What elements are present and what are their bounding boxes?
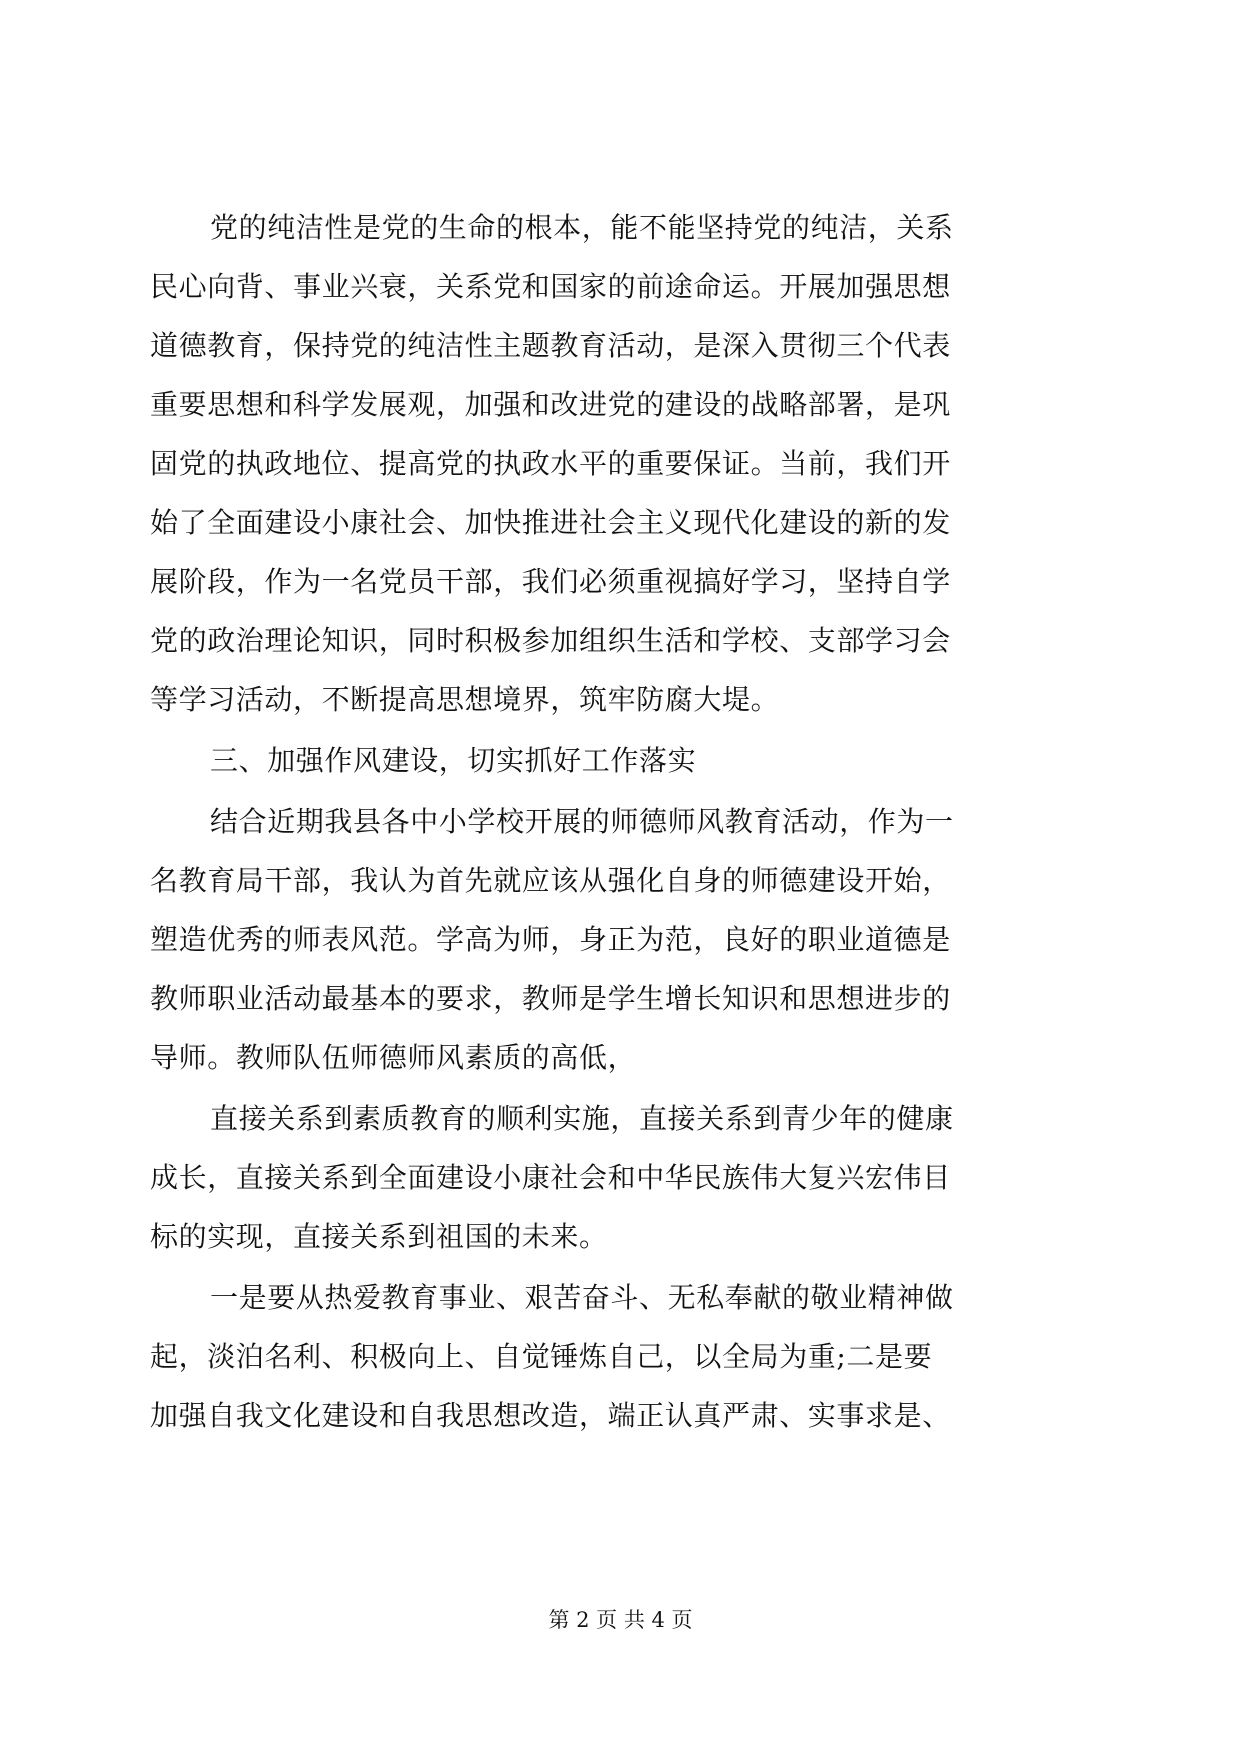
- text-line: [0, 257, 1241, 317]
- text-line-content: 党的纯洁性是党的生命的根本，能不能坚持党的纯洁，关系: [210, 211, 954, 244]
- text-line-content: 教师职业活动最基本的要求，教师是学生增长知识和思想进步的: [150, 982, 951, 1015]
- text-line: [0, 434, 1241, 494]
- text-line: [0, 910, 1241, 970]
- text-line: [0, 1028, 1241, 1088]
- text-line-content: 塑造优秀的师表风范。学高为师，身正为范，良好的职业道德是: [150, 923, 951, 956]
- text-line: [0, 1207, 1241, 1267]
- text-line: [0, 670, 1241, 730]
- text-line-content: 成长，直接关系到全面建设小康社会和中华民族伟大复兴宏伟目: [150, 1161, 951, 1194]
- section-heading: [0, 731, 1241, 791]
- text-line: [0, 375, 1241, 435]
- text-line-content: 展阶段，作为一名党员干部，我们必须重视搞好学习，坚持自学: [150, 565, 951, 598]
- text-line-content: 始了全面建设小康社会、加快推进社会主义现代化建设的新的发: [150, 506, 951, 539]
- text-line-content: 直接关系到素质教育的顺利实施，直接关系到青少年的健康: [210, 1102, 954, 1135]
- text-line: [0, 1386, 1241, 1446]
- section-heading-text: 三、加强作风建设，切实抓好工作落实: [210, 744, 697, 777]
- text-line-content: 等学习活动，不断提高思想境界，筑牢防腐大堤。: [150, 683, 780, 716]
- text-line: [0, 552, 1241, 612]
- text-line: [0, 1089, 1241, 1149]
- text-line: [0, 851, 1241, 911]
- text-line: [0, 1148, 1241, 1208]
- text-line: [0, 493, 1241, 553]
- text-line-content: 起，淡泊名利、积极向上、自觉锤炼自己，以全局为重;二是要: [150, 1340, 933, 1373]
- text-line: [0, 611, 1241, 671]
- text-line: [0, 1327, 1241, 1387]
- text-line: [0, 792, 1241, 852]
- page-number: 第 2 页 共 4 页: [548, 1608, 693, 1632]
- text-line: [0, 1268, 1241, 1328]
- text-line-content: 道德教育，保持党的纯洁性主题教育活动，是深入贯彻三个代表: [150, 329, 951, 362]
- text-line-content: 标的实现，直接关系到祖国的未来。: [150, 1220, 608, 1253]
- text-line-content: 党的政治理论知识，同时积极参加组织生活和学校、支部学习会: [150, 624, 951, 657]
- text-line-content: 民心向背、事业兴衰，关系党和国家的前途命运。开展加强思想: [150, 270, 951, 303]
- page-footer: [0, 1605, 1241, 1635]
- text-line-content: 导师。教师队伍师德师风素质的高低，: [150, 1041, 637, 1074]
- text-line: [0, 198, 1241, 258]
- text-line-content: 结合近期我县各中小学校开展的师德师风教育活动，作为一: [210, 805, 954, 838]
- text-line-content: 固党的执政地位、提高党的执政水平的重要保证。当前，我们开: [150, 447, 951, 480]
- text-line-content: 一是要从热爱教育事业、艰苦奋斗、无私奉献的敬业精神做: [210, 1281, 954, 1314]
- text-line-content: 名教育局干部，我认为首先就应该从强化自身的师德建设开始，: [150, 864, 951, 897]
- text-line-content: 加强自我文化建设和自我思想改造，端正认真严肃、实事求是、: [150, 1399, 951, 1432]
- text-line-content: 重要思想和科学发展观，加强和改进党的建设的战略部署，是巩: [150, 388, 951, 421]
- text-line: [0, 969, 1241, 1029]
- text-line: [0, 316, 1241, 376]
